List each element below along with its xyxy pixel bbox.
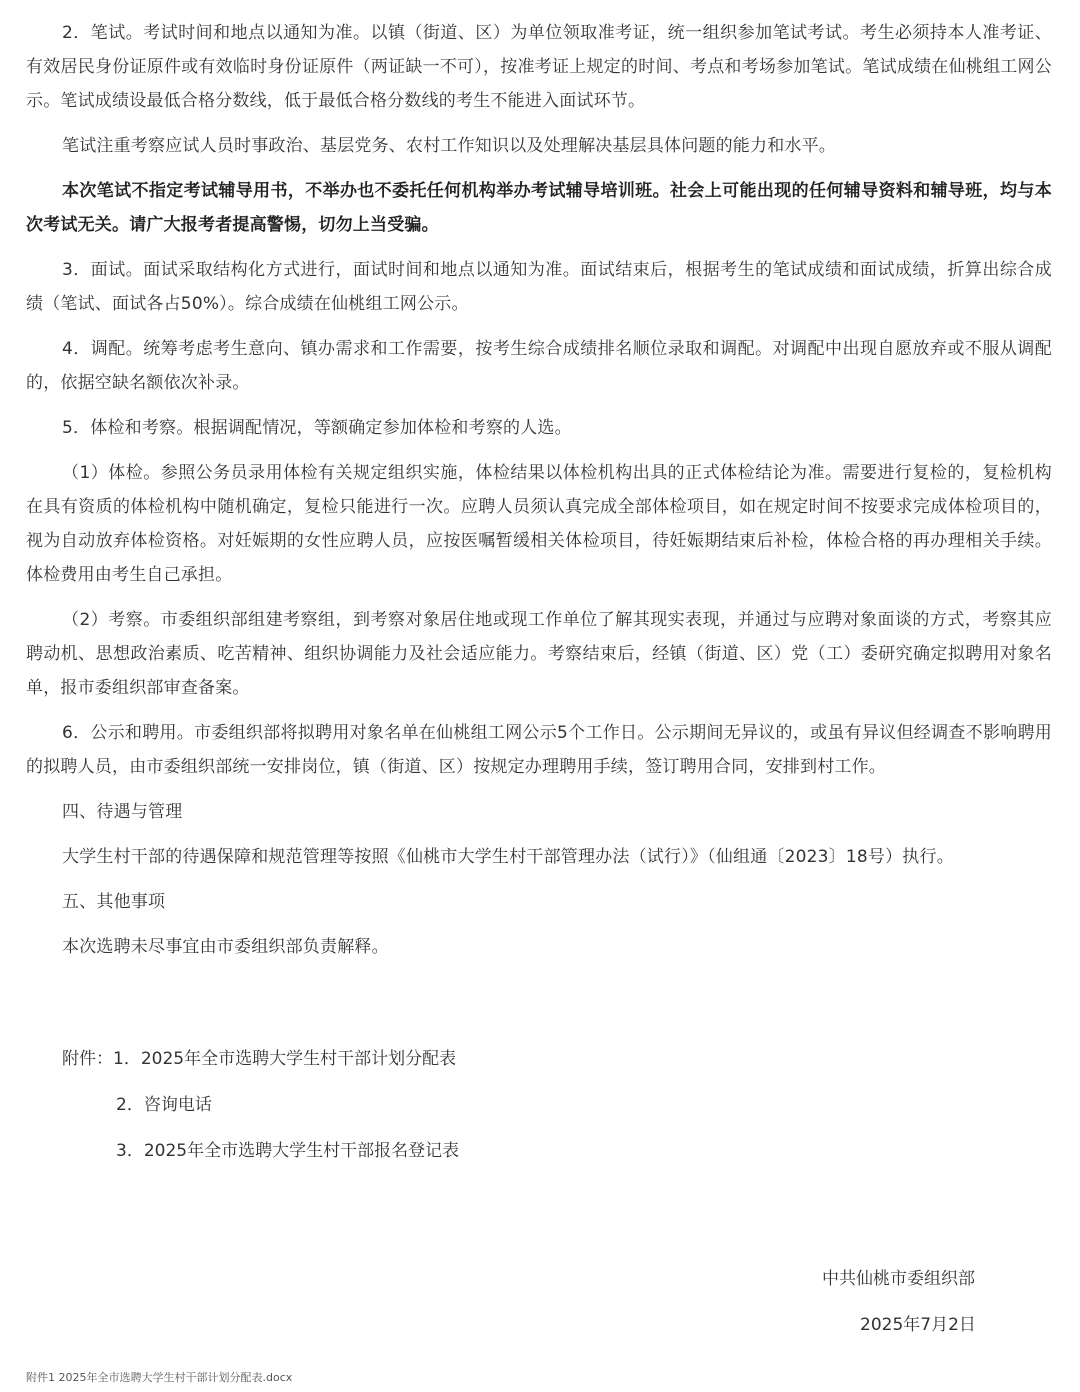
signature-org: 中共仙桃市委组织部 (822, 1269, 975, 1289)
paragraph-exam-focus: 笔试注重考察应试人员时事政治、基层党务、农村工作知识以及处理解决基层具体问题的能力和水平。 (62, 136, 836, 156)
attachment-1: 1．2025年全市选聘大学生村干部计划分配表 (113, 1049, 457, 1069)
paragraph-medical-and-review: 5．体检和考察。根据调配情况，等额确定参加体检和考察的人选。 (62, 418, 572, 438)
section-heading-other: 五、其他事项 (62, 892, 166, 912)
paragraph-treatment: 大学生村干部的待遇保障和规范管理等按照《仙桃市大学生村干部管理办法（试行）》（仙组通〔2023〕18号）执行。 (62, 847, 954, 867)
document-body (26, 16, 1052, 964)
paragraph-inspection: （2）考察。市委组织部组建考察组，到考察对象居住地或现工作单位了解其现实表现，并通过与应聘对象面谈的方式，考察其应聘动机、思想政治素质、吃苦精神、组织协调能力及社会适应能力。考察结束后，经镇（街道、区）党（工）委研究确定拟聘用对象名单，报市委组织部审查备案。 (26, 610, 1052, 698)
attachments-prefix: 附件： (62, 1049, 113, 1069)
paragraph-allocation: 4．调配。统筹考虑考生意向、镇办需求和工作需要，按考生综合成绩排名顺位录取和调配。对调配中出现自愿放弃或不服从调配的，依据空缺名额依次补录。 (26, 339, 1052, 393)
attachment-3: 3．2025年全市选聘大学生村干部报名登记表 (116, 1141, 460, 1161)
attachment-2: 2．咨询电话 (116, 1095, 212, 1115)
paragraph-publicity-hiring: 6．公示和聘用。市委组织部将拟聘用对象名单在仙桃组工网公示5个工作日。公示期间无异议的，或虽有异议但经调查不影响聘用的拟聘人员，由市委组织部统一安排岗位，镇（街道、区）按规定办理聘用手续，签订聘用合同，安排到村工作。 (26, 723, 1052, 777)
paragraph-exam-warning: 本次笔试不指定考试辅导用书，不举办也不委托任何机构举办考试辅导培训班。社会上可能出现的任何辅导资料和辅导班，均与本次考试无关。请广大报考者提高警惕，切勿上当受骗。 (26, 181, 1052, 235)
attachment-item (62, 1082, 459, 1128)
signature-date: 2025年7月2日 (860, 1315, 976, 1335)
paragraph-interview: 3．面试。面试采取结构化方式进行，面试时间和地点以通知为准。面试结束后，根据考生的笔试成绩和面试成绩，折算出综合成绩（笔试、面试各占50%）。综合成绩在仙桃组工网公示。 (26, 260, 1052, 314)
attachment-file-link[interactable]: 附件1 2025年全市选聘大学生村干部计划分配表.docx (26, 1371, 293, 1384)
paragraph-written-exam: 2．笔试。考试时间和地点以通知为准。以镇（街道、区）为单位领取准考证，统一组织参加笔试考试。考生必须持本人准考证、有效居民身份证原件或有效临时身份证原件（两证缺一不可），按准考证上规定的时间、考点和考场参加笔试。笔试成绩在仙桃组工网公示。笔试成绩设最低合格分数线，低于最低合格分数线的考生不能进入面试环节。 (26, 23, 1052, 111)
attachments-list (62, 1036, 459, 1174)
paragraph-other: 本次选聘未尽事宜由市委组织部负责解释。 (62, 937, 389, 957)
attachment-item (62, 1036, 459, 1082)
attachment-item (62, 1128, 459, 1174)
section-heading-treatment: 四、待遇与管理 (62, 802, 183, 822)
paragraph-medical-exam: （1）体检。参照公务员录用体检有关规定组织实施，体检结果以体检机构出具的正式体检结论为准。需要进行复检的，复检机构在具有资质的体检机构中随机确定，复检只能进行一次。应聘人员须认真完成全部体检项目，如在规定时间不按要求完成体检项目的，视为自动放弃体检资格。对妊娠期的女性应聘人员，应按医嘱暂缓相关体检项目，待妊娠期结束后补检，体检合格的再办理相关手续。体检费用由考生自己承担。 (26, 463, 1052, 585)
